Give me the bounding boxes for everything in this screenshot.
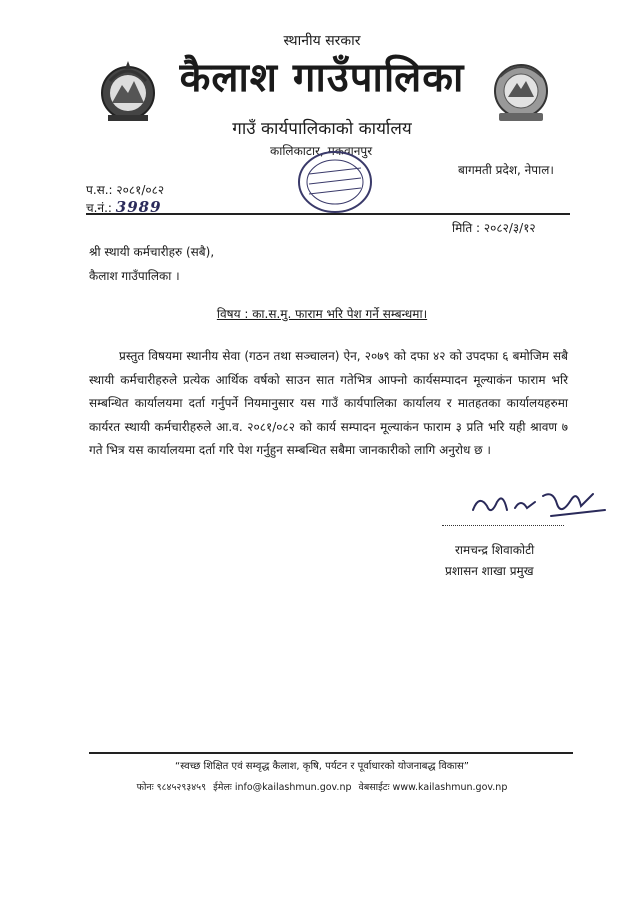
signature-line xyxy=(442,525,564,526)
dispatch-number-value: 3989 xyxy=(115,198,162,216)
government-label: स्थानीय सरकार xyxy=(283,33,361,49)
footer-divider xyxy=(89,752,573,754)
website-url: www.kailashmun.gov.np xyxy=(392,782,508,793)
province-label: बागमती प्रदेश, नेपाल। xyxy=(458,163,554,177)
signer-title: प्रशासन शाखा प्रमुख xyxy=(445,564,534,578)
subject-text: विषय : का.स.मु. फाराम भरि पेश गर्ने सम्बन्धमा। xyxy=(216,307,428,321)
footer-motto: “स्वच्छ शिक्षित एवं सम्वृद्ध कैलाश, कृषि, पर्यटन र पूर्वाधारको योजनाबद्ध विकास” xyxy=(175,761,469,772)
office-stamp-icon xyxy=(297,150,373,214)
recipient-line-2: कैलाश गाउँपालिका । xyxy=(89,269,180,283)
email-address: info@kailashmun.gov.np xyxy=(234,782,352,793)
footer-contact xyxy=(0,780,644,793)
header-divider xyxy=(86,213,570,215)
letter-subject xyxy=(0,305,644,322)
phone-number: ९८४५२९३४५९ xyxy=(156,782,207,793)
office-address: कालिकाटार, मकवानपुर xyxy=(270,144,373,158)
office-name: गाउँ कार्यपालिकाको कार्यालय xyxy=(232,119,412,139)
phone-label: फोनः xyxy=(136,782,154,793)
email-label: ईमेलः xyxy=(213,782,232,793)
municipality-title: कैलाश गाउँपालिका xyxy=(179,55,465,101)
letter-date: मिति : २०८२/३/१२ xyxy=(452,221,536,235)
recipient-line-1: श्री स्थायी कर्मचारीहरु (सबै), xyxy=(89,245,215,259)
letter-body: प्रस्तुत विषयमा स्थानीय सेवा (गठन तथा सञ्चालन) ऐन, २०७९ को दफा ४२ को उपदफा ६ बमोजिम सबै स्थायी कर्मचारीहरुले प्रत्येक आर्थिक वर्षको साउन सात गतेभित्र आफ्नो कार्यसम्पादन मूल्याकंन फाराम भरि सम्बन्धित कार्यालयमा दर्ता गर्नुपर्ने नियमानुसार यस गाउँ कार्यपालिका कार्यालय र मातहतका कार्यालयहरुमा कार्यरत स्थायी कर्मचारीहरुले आ.व. २०८१/०८२ को कार्य सम्पादन मूल्याकंन फाराम ३ प्रति भरि यही श्रावण ७ गते भित्र यस कार्यालयमा दर्ता गरि पेश गर्नुहुन सम्बन्धित सबैमा जानकारीको लागि अनुरोध छ । xyxy=(89,349,568,457)
reference-number: प.स.: २०८१/०८२ xyxy=(86,183,165,197)
dispatch-number-label: च.नं.: xyxy=(86,201,112,215)
website-label: वेबसाईटः xyxy=(358,782,390,793)
signer-name: रामचन्द्र शिवाकोटी xyxy=(455,543,535,557)
